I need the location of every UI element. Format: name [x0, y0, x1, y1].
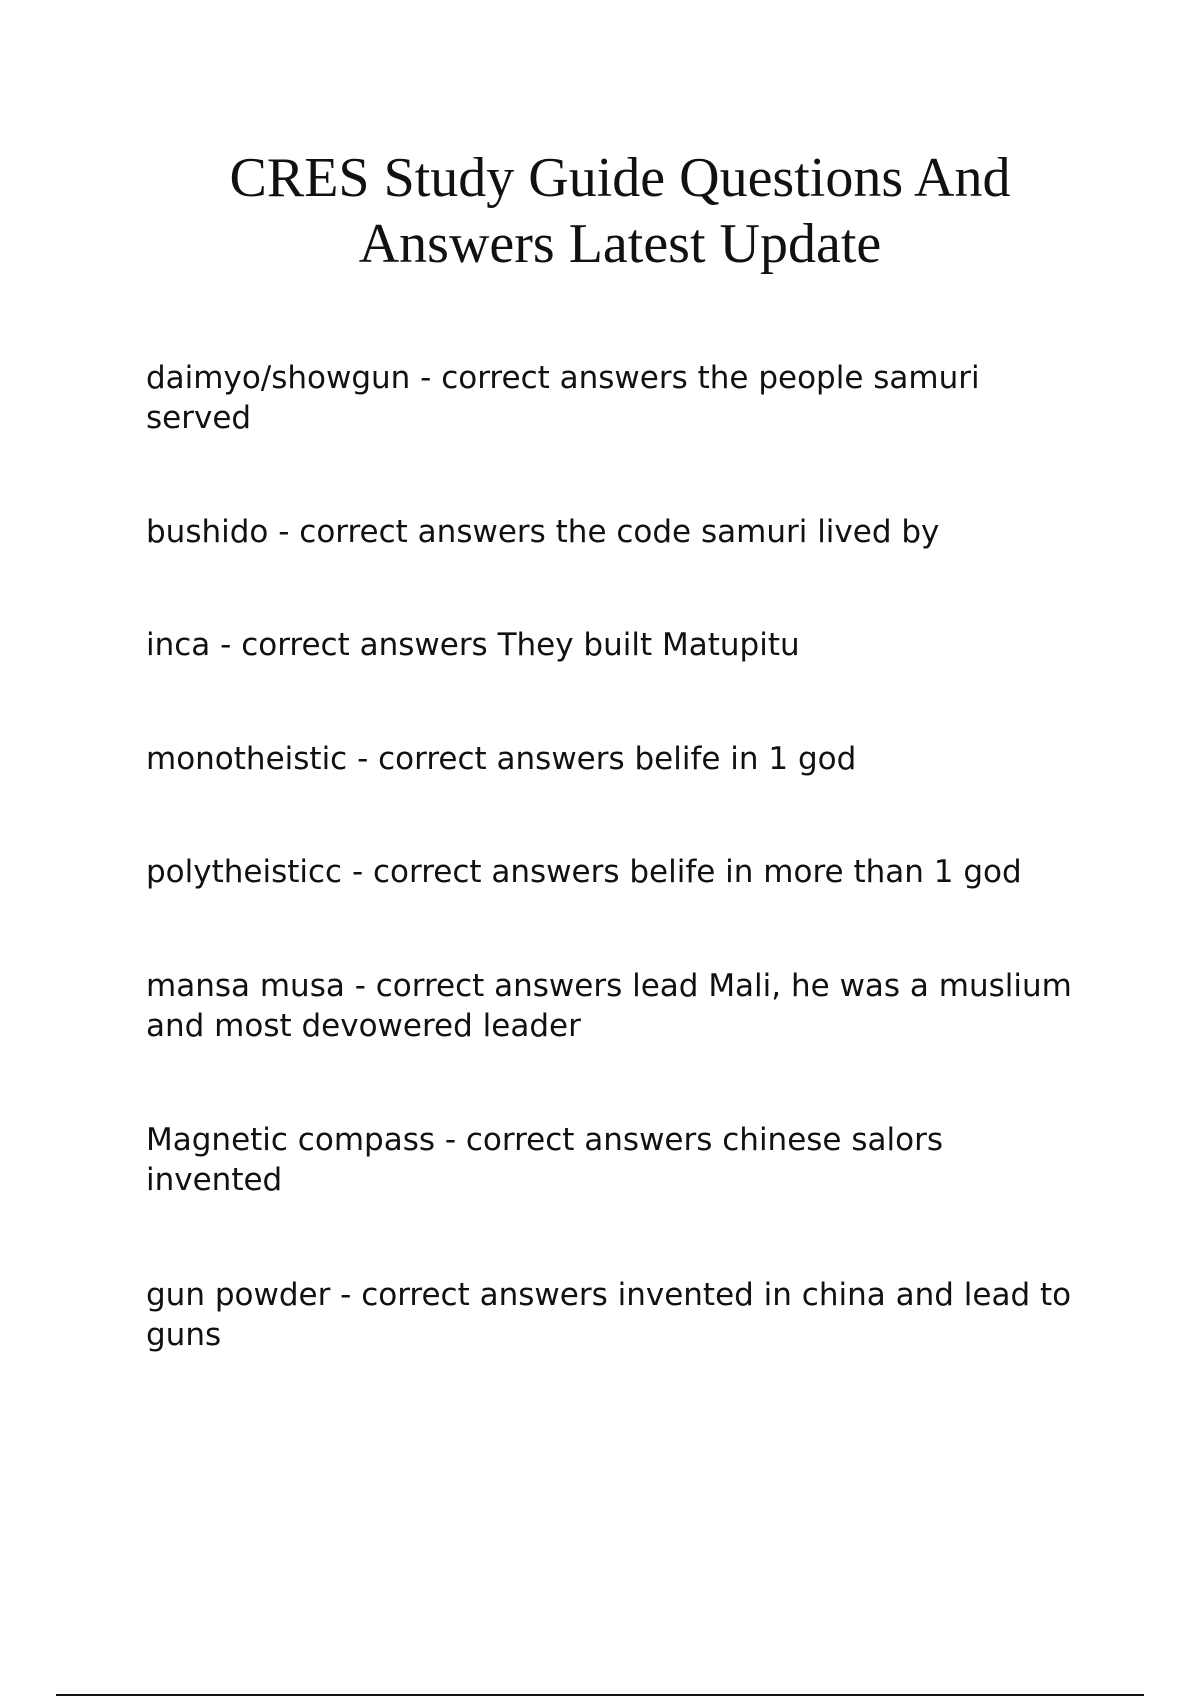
qa-entry: Magnetic compass - correct answers chinese salors invented — [146, 1122, 943, 1198]
qa-entry: bushido - correct answers the code samuri lived by — [146, 514, 940, 550]
qa-entry: daimyo/showgun - correct answers the people samuri served — [146, 360, 980, 436]
qa-entry: monotheistic - correct answers belife in 1 god — [146, 741, 857, 777]
document-title: CRES Study Guide Questions And Answers Latest Update — [229, 147, 1011, 275]
qa-entry: mansa musa - correct answers lead Mali, he was a muslium and most devowered leader — [146, 968, 1072, 1044]
qa-entry: inca - correct answers They built Matupitu — [146, 627, 800, 663]
qa-entry: gun powder - correct answers invented in china and lead to guns — [146, 1277, 1072, 1353]
qa-entry: polytheisticc - correct answers belife in more than 1 god — [146, 854, 1022, 890]
footer-divider — [56, 1694, 1144, 1696]
